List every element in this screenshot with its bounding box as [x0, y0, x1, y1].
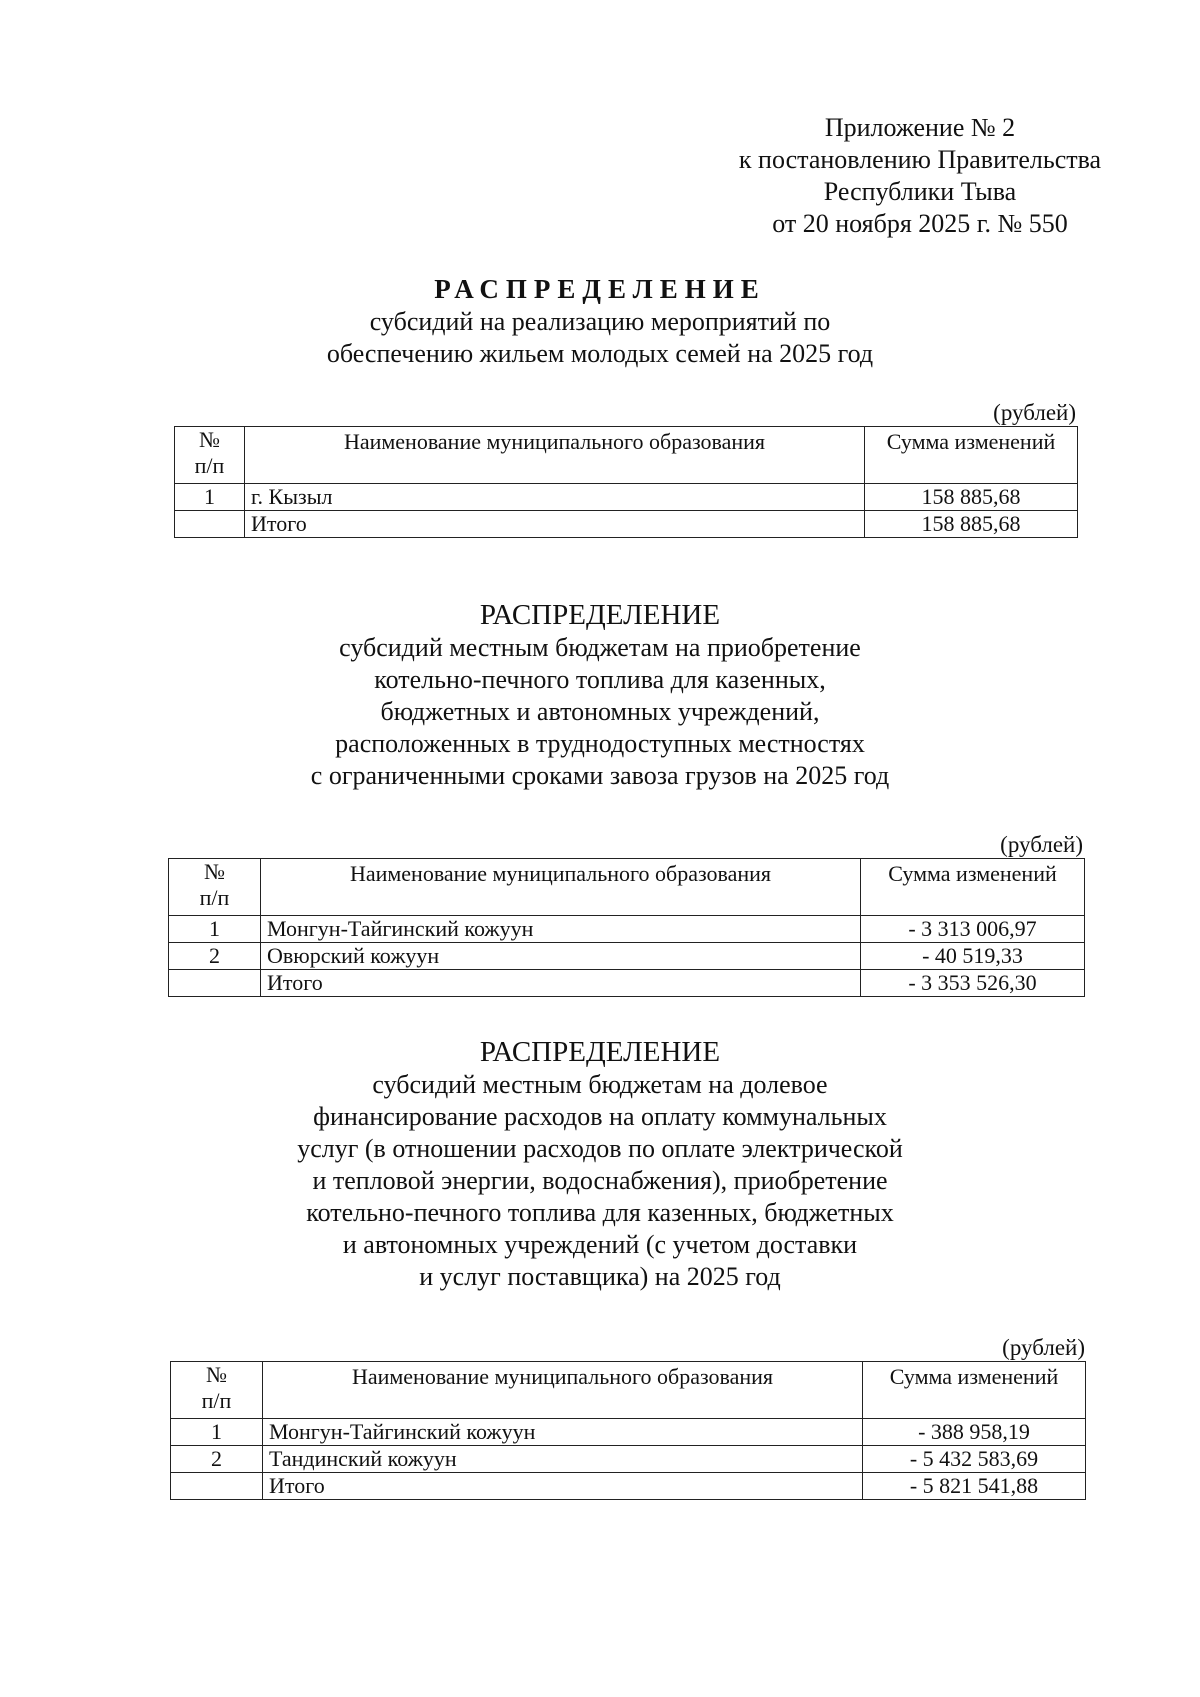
section-3-units: (рублей) — [1002, 1335, 1085, 1360]
appendix-number: Приложение № 2 — [824, 113, 1016, 142]
section-2-table — [168, 858, 1085, 997]
row-name: Итого — [261, 970, 861, 997]
row-num: 1 — [175, 484, 245, 511]
row-name: Монгун-Тайгинский кожуун — [263, 1419, 863, 1446]
table-header-row — [169, 859, 1085, 916]
appendix-header — [700, 112, 1140, 240]
appendix-republic: Республики Тыва — [823, 177, 1017, 206]
table-row — [171, 1419, 1086, 1446]
section-2-line-3: бюджетных и автономных учреждений, — [380, 697, 820, 726]
section-2-heading: РАСПРЕДЕЛЕНИЕ — [479, 599, 721, 631]
table-row — [175, 484, 1078, 511]
row-sum: - 3 353 526,30 — [861, 970, 1085, 997]
row-num — [171, 1473, 263, 1500]
section-2-line-2: котельно-печного топлива для казенных, — [374, 665, 826, 694]
row-sum: - 3 313 006,97 — [861, 916, 1085, 943]
row-num: 1 — [171, 1419, 263, 1446]
row-name: Итого — [245, 511, 865, 538]
appendix-resolution: к постановлению Правительства — [738, 145, 1102, 174]
col-num-header: № п/п — [175, 427, 245, 484]
col-name-header: Наименование муниципального образования — [245, 427, 865, 484]
section-3-title — [0, 1035, 1200, 1293]
appendix-date: от 20 ноября 2025 г. № 550 — [772, 209, 1068, 238]
section-1-heading: РАСПРЕДЕЛЕНИЕ — [434, 274, 766, 304]
table-total-row — [171, 1473, 1086, 1500]
row-sum: 158 885,68 — [865, 484, 1078, 511]
row-sum: - 40 519,33 — [861, 943, 1085, 970]
row-sum: - 388 958,19 — [863, 1419, 1086, 1446]
section-3-line-1: субсидий местным бюджетам на долевое — [372, 1070, 828, 1099]
table-row — [169, 943, 1085, 970]
row-sum: - 5 821 541,88 — [863, 1473, 1086, 1500]
table-row — [169, 916, 1085, 943]
row-name: г. Кызыл — [245, 484, 865, 511]
table-header-row — [175, 427, 1078, 484]
row-name: Итого — [263, 1473, 863, 1500]
section-2-units: (рублей) — [1000, 832, 1083, 857]
section-2-title — [0, 598, 1200, 792]
row-sum: 158 885,68 — [865, 511, 1078, 538]
row-num: 2 — [171, 1446, 263, 1473]
col-num-header: № п/п — [169, 859, 261, 916]
section-3-line-4: и тепловой энергии, водоснабжения), приобретение — [312, 1166, 888, 1195]
section-3-line-5: котельно-печного топлива для казенных, бюджетных — [306, 1198, 894, 1227]
section-2-line-5: с ограниченными сроками завоза грузов на 2025 год — [310, 761, 890, 790]
row-num — [175, 511, 245, 538]
table-total-row — [169, 970, 1085, 997]
section-2-line-1: субсидий местным бюджетам на приобретение — [339, 633, 861, 662]
table-total-row — [175, 511, 1078, 538]
row-sum: - 5 432 583,69 — [863, 1446, 1086, 1473]
col-name-header: Наименование муниципального образования — [261, 859, 861, 916]
section-2-line-4: расположенных в труднодоступных местностях — [335, 729, 865, 758]
section-1-line-1: субсидий на реализацию мероприятий по — [369, 307, 831, 336]
section-1-line-2: обеспечению жильем молодых семей на 2025 год — [326, 339, 874, 368]
col-sum-header: Сумма изменений — [865, 427, 1078, 484]
col-sum-header: Сумма изменений — [861, 859, 1085, 916]
section-3-line-7: и услуг поставщика) на 2025 год — [419, 1262, 781, 1291]
row-name: Овюрский кожуун — [261, 943, 861, 970]
section-3-table — [170, 1361, 1086, 1500]
section-3-line-6: и автономных учреждений (с учетом доставки — [342, 1230, 858, 1259]
table-row — [171, 1446, 1086, 1473]
section-3-line-3: услуг (в отношении расходов по оплате электрической — [297, 1134, 903, 1163]
col-sum-header: Сумма изменений — [863, 1362, 1086, 1419]
section-1-title — [0, 272, 1200, 370]
col-name-header: Наименование муниципального образования — [263, 1362, 863, 1419]
section-3-line-2: финансирование расходов на оплату коммунальных — [313, 1102, 887, 1131]
col-num-header: № п/п — [171, 1362, 263, 1419]
section-1-table — [174, 426, 1078, 538]
row-name: Монгун-Тайгинский кожуун — [261, 916, 861, 943]
row-name: Тандинский кожуун — [263, 1446, 863, 1473]
row-num — [169, 970, 261, 997]
table-header-row — [171, 1362, 1086, 1419]
row-num: 2 — [169, 943, 261, 970]
row-num: 1 — [169, 916, 261, 943]
section-3-heading: РАСПРЕДЕЛЕНИЕ — [479, 1036, 721, 1068]
section-1-units: (рублей) — [993, 400, 1076, 425]
